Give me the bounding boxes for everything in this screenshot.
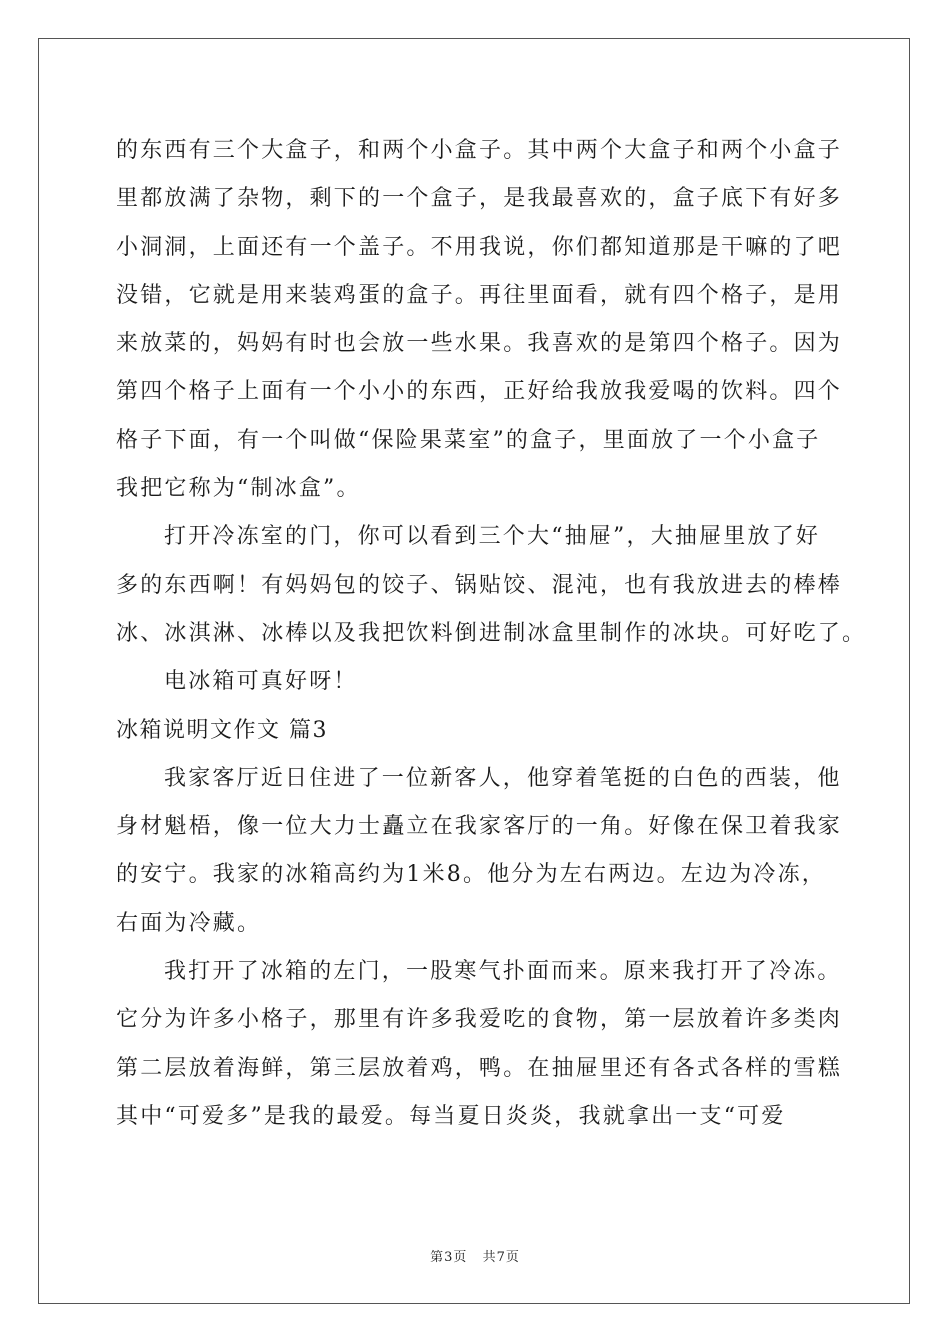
text-line: 我打开了冰箱的左门，一股寒气扑面而来。原来我打开了冷冻。 bbox=[164, 959, 842, 985]
text-line: 打开冷冻室的门，你可以看到三个大“抽屉”，大抽屉里放了好 bbox=[164, 524, 821, 550]
text-line: 多的东西啊！有妈妈包的饺子、锅贴饺、混沌，也有我放进去的棒棒 bbox=[116, 572, 843, 598]
text-line: 的东西有三个大盒子，和两个小盒子。其中两个大盒子和两个小盒子 bbox=[116, 138, 843, 163]
page-total: 共7页 bbox=[482, 1250, 520, 1265]
text-line: 我家客厅近日住进了一位新客人，他穿着笔挺的白色的西装，他 bbox=[164, 765, 842, 791]
text-line: 第四个格子上面有一个小小的东西，正好给我放我爱喝的饮料。四个 bbox=[116, 379, 843, 405]
text-line: 的安宁。我家的冰箱高约为1米8。他分为左右两边。左边为冷冻， bbox=[116, 862, 826, 888]
text-line: 小洞洞，上面还有一个盖子。不用我说，你们都知道那是干嘛的了吧 bbox=[116, 234, 843, 260]
text-line: 里都放满了杂物，剩下的一个盒子，是我最喜欢的，盒子底下有好多 bbox=[116, 186, 843, 212]
page-footer bbox=[0, 1246, 950, 1265]
text-line: 冰、冰淇淋、冰棒以及我把饮料倒进制冰盒里制作的冰块。可好吃了。 bbox=[116, 620, 867, 646]
text-line: 来放菜的，妈妈有时也会放一些水果。我喜欢的是第四个格子。因为 bbox=[116, 331, 843, 357]
text-line: 第二层放着海鲜，第三层放着鸡，鸭。在抽屉里还有各式各样的雪糕 bbox=[116, 1055, 843, 1081]
text-line: 身材魁梧，像一位大力士矗立在我家客厅的一角。好像在保卫着我家 bbox=[116, 814, 843, 840]
document-body bbox=[116, 127, 867, 1141]
text-line: 电冰箱可真好呀！ bbox=[164, 669, 358, 695]
section-heading: 冰箱说明文作文 篇3 bbox=[116, 717, 328, 743]
text-line: 没错，它就是用来装鸡蛋的盒子。再往里面看，就有四个格子，是用 bbox=[116, 282, 843, 308]
text-line: 右面为冷藏。 bbox=[116, 910, 262, 936]
text-line: 我把它称为“制冰盒”。 bbox=[116, 476, 361, 502]
text-line: 其中“可爱多”是我的最爱。每当夏日炎炎，我就拿出一支“可爱 bbox=[116, 1103, 786, 1129]
text-line: 它分为许多小格子，那里有许多我爱吃的食物，第一层放着许多类肉 bbox=[116, 1007, 843, 1033]
text-line: 格子下面，有一个叫做“保险果菜室”的盒子，里面放了一个小盒子 bbox=[116, 427, 821, 453]
page-number: 第3页 bbox=[430, 1250, 468, 1265]
